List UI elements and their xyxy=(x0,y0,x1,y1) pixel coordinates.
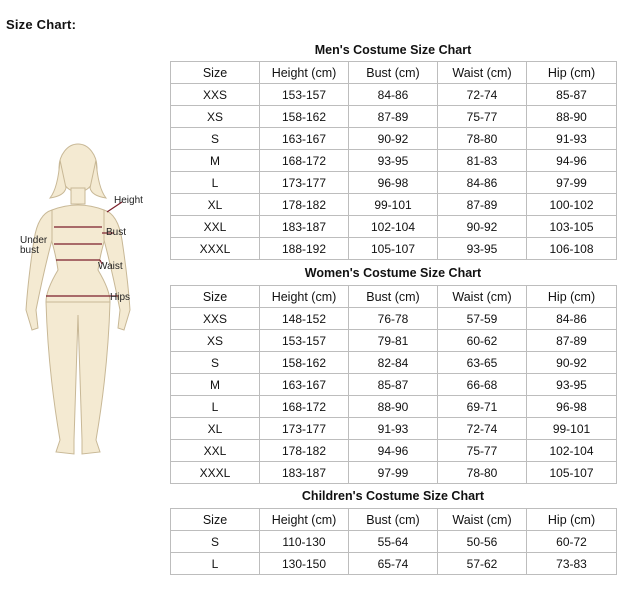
measurement-cell: 106-108 xyxy=(527,238,617,260)
size-cell: S xyxy=(171,531,260,553)
column-header: Bust (cm) xyxy=(349,286,438,308)
measurement-cell: 178-182 xyxy=(260,194,349,216)
measurement-cell: 173-177 xyxy=(260,172,349,194)
measurement-cell: 99-101 xyxy=(527,418,617,440)
measurement-cell: 69-71 xyxy=(438,396,527,418)
column-header: Waist (cm) xyxy=(438,286,527,308)
table-header-row xyxy=(171,509,617,531)
figure-label-bust: Bust xyxy=(106,227,127,238)
table-header-row xyxy=(171,286,617,308)
table-row xyxy=(171,418,617,440)
column-header: Waist (cm) xyxy=(438,509,527,531)
measurement-cell: 78-80 xyxy=(438,462,527,484)
measurement-cell: 153-157 xyxy=(260,84,349,106)
column-header: Hip (cm) xyxy=(527,286,617,308)
figure-label-height: Height xyxy=(114,195,143,206)
size-cell: L xyxy=(171,396,260,418)
size-cell: XXS xyxy=(171,84,260,106)
table-row xyxy=(171,440,617,462)
measurement-cell: 163-167 xyxy=(260,374,349,396)
measurement-cell: 97-99 xyxy=(349,462,438,484)
table-row xyxy=(171,531,617,553)
table-row xyxy=(171,462,617,484)
measurement-cell: 79-81 xyxy=(349,330,438,352)
table-row xyxy=(171,194,617,216)
column-header: Bust (cm) xyxy=(349,62,438,84)
measurement-cell: 94-96 xyxy=(349,440,438,462)
figure-label-under-bust: Under bust xyxy=(20,235,48,256)
size-cell: L xyxy=(171,172,260,194)
measurement-cell: 105-107 xyxy=(349,238,438,260)
measurement-cell: 168-172 xyxy=(260,396,349,418)
table-row xyxy=(171,374,617,396)
table-row xyxy=(171,308,617,330)
womens-size-table xyxy=(170,285,617,484)
measurement-cell: 173-177 xyxy=(260,418,349,440)
measurement-cell: 102-104 xyxy=(349,216,438,238)
measurement-cell: 158-162 xyxy=(260,352,349,374)
column-header: Waist (cm) xyxy=(438,62,527,84)
measurement-cell: 87-89 xyxy=(349,106,438,128)
measurement-cell: 63-65 xyxy=(438,352,527,374)
measurement-cell: 96-98 xyxy=(527,396,617,418)
measurement-cell: 93-95 xyxy=(438,238,527,260)
measurement-cell: 90-92 xyxy=(527,352,617,374)
size-cell: L xyxy=(171,553,260,575)
measurement-cell: 102-104 xyxy=(527,440,617,462)
measurement-cell: 60-62 xyxy=(438,330,527,352)
measurement-cell: 168-172 xyxy=(260,150,349,172)
measurement-cell: 96-98 xyxy=(349,172,438,194)
size-cell: XXXL xyxy=(171,462,260,484)
measurement-cell: 84-86 xyxy=(438,172,527,194)
measurement-cell: 103-105 xyxy=(527,216,617,238)
table-row xyxy=(171,216,617,238)
measurement-cell: 50-56 xyxy=(438,531,527,553)
measurement-cell: 105-107 xyxy=(527,462,617,484)
measurement-cell: 87-89 xyxy=(438,194,527,216)
measurement-cell: 82-84 xyxy=(349,352,438,374)
measurement-cell: 73-83 xyxy=(527,553,617,575)
size-cell: XL xyxy=(171,418,260,440)
childrens-table-title: Children's Costume Size Chart xyxy=(301,489,485,503)
column-header: Height (cm) xyxy=(260,509,349,531)
measurement-cell: 163-167 xyxy=(260,128,349,150)
size-cell: XL xyxy=(171,194,260,216)
column-header: Height (cm) xyxy=(260,286,349,308)
measurement-cell: 88-90 xyxy=(527,106,617,128)
measurement-cell: 55-64 xyxy=(349,531,438,553)
column-header: Height (cm) xyxy=(260,62,349,84)
table-row xyxy=(171,396,617,418)
womens-table-title: Women's Costume Size Chart xyxy=(304,266,482,280)
size-cell: XS xyxy=(171,106,260,128)
table-row xyxy=(171,128,617,150)
measurement-cell: 93-95 xyxy=(349,150,438,172)
size-cell: S xyxy=(171,352,260,374)
table-header-row xyxy=(171,62,617,84)
measurement-cell: 66-68 xyxy=(438,374,527,396)
table-row xyxy=(171,553,617,575)
measurement-cell: 78-80 xyxy=(438,128,527,150)
table-row xyxy=(171,352,617,374)
measurement-cell: 148-152 xyxy=(260,308,349,330)
measurement-cell: 130-150 xyxy=(260,553,349,575)
figure-label-waist: Waist xyxy=(98,261,123,272)
measurement-cell: 85-87 xyxy=(527,84,617,106)
measurement-cell: 81-83 xyxy=(438,150,527,172)
measurement-cell: 90-92 xyxy=(349,128,438,150)
size-cell: XXL xyxy=(171,440,260,462)
size-cell: M xyxy=(171,374,260,396)
measurement-cell: 100-102 xyxy=(527,194,617,216)
page-title: Size Chart: xyxy=(6,17,77,32)
measurement-cell: 76-78 xyxy=(349,308,438,330)
measurement-cell: 153-157 xyxy=(260,330,349,352)
table-row xyxy=(171,84,617,106)
table-row xyxy=(171,330,617,352)
measurement-cell: 72-74 xyxy=(438,418,527,440)
measurement-cell: 188-192 xyxy=(260,238,349,260)
measurement-cell: 91-93 xyxy=(349,418,438,440)
measurement-cell: 183-187 xyxy=(260,462,349,484)
column-header: Bust (cm) xyxy=(349,509,438,531)
measurement-cell: 85-87 xyxy=(349,374,438,396)
measurement-cell: 158-162 xyxy=(260,106,349,128)
measurement-cell: 91-93 xyxy=(527,128,617,150)
size-cell: XXS xyxy=(171,308,260,330)
size-cell: XXL xyxy=(171,216,260,238)
size-cell: S xyxy=(171,128,260,150)
column-header: Hip (cm) xyxy=(527,509,617,531)
measurement-cell: 75-77 xyxy=(438,440,527,462)
column-header: Size xyxy=(171,62,260,84)
measurement-cell: 84-86 xyxy=(349,84,438,106)
measurement-cell: 87-89 xyxy=(527,330,617,352)
measurement-cell: 94-96 xyxy=(527,150,617,172)
table-row xyxy=(171,150,617,172)
measurement-cell: 90-92 xyxy=(438,216,527,238)
measurement-cell: 88-90 xyxy=(349,396,438,418)
column-header: Size xyxy=(171,286,260,308)
column-header: Hip (cm) xyxy=(527,62,617,84)
measurement-cell: 57-62 xyxy=(438,553,527,575)
measurement-cell: 97-99 xyxy=(527,172,617,194)
mens-table-title: Men's Costume Size Chart xyxy=(314,43,472,57)
measurement-cell: 93-95 xyxy=(527,374,617,396)
measurement-cell: 99-101 xyxy=(349,194,438,216)
measurement-cell: 84-86 xyxy=(527,308,617,330)
measurement-cell: 65-74 xyxy=(349,553,438,575)
size-cell: XS xyxy=(171,330,260,352)
measurement-cell: 110-130 xyxy=(260,531,349,553)
measurement-cell: 183-187 xyxy=(260,216,349,238)
childrens-size-table xyxy=(170,508,617,575)
size-cell: XXXL xyxy=(171,238,260,260)
column-header: Size xyxy=(171,509,260,531)
table-row xyxy=(171,172,617,194)
body-measurement-figure xyxy=(14,140,164,470)
figure-label-hips: Hips xyxy=(110,292,131,303)
measurement-cell: 57-59 xyxy=(438,308,527,330)
table-row xyxy=(171,106,617,128)
size-cell: M xyxy=(171,150,260,172)
measurement-cell: 75-77 xyxy=(438,106,527,128)
mens-size-table xyxy=(170,61,617,260)
measurement-cell: 178-182 xyxy=(260,440,349,462)
measurement-cell: 60-72 xyxy=(527,531,617,553)
body-silhouette-icon xyxy=(14,140,164,470)
measurement-cell: 72-74 xyxy=(438,84,527,106)
table-row xyxy=(171,238,617,260)
